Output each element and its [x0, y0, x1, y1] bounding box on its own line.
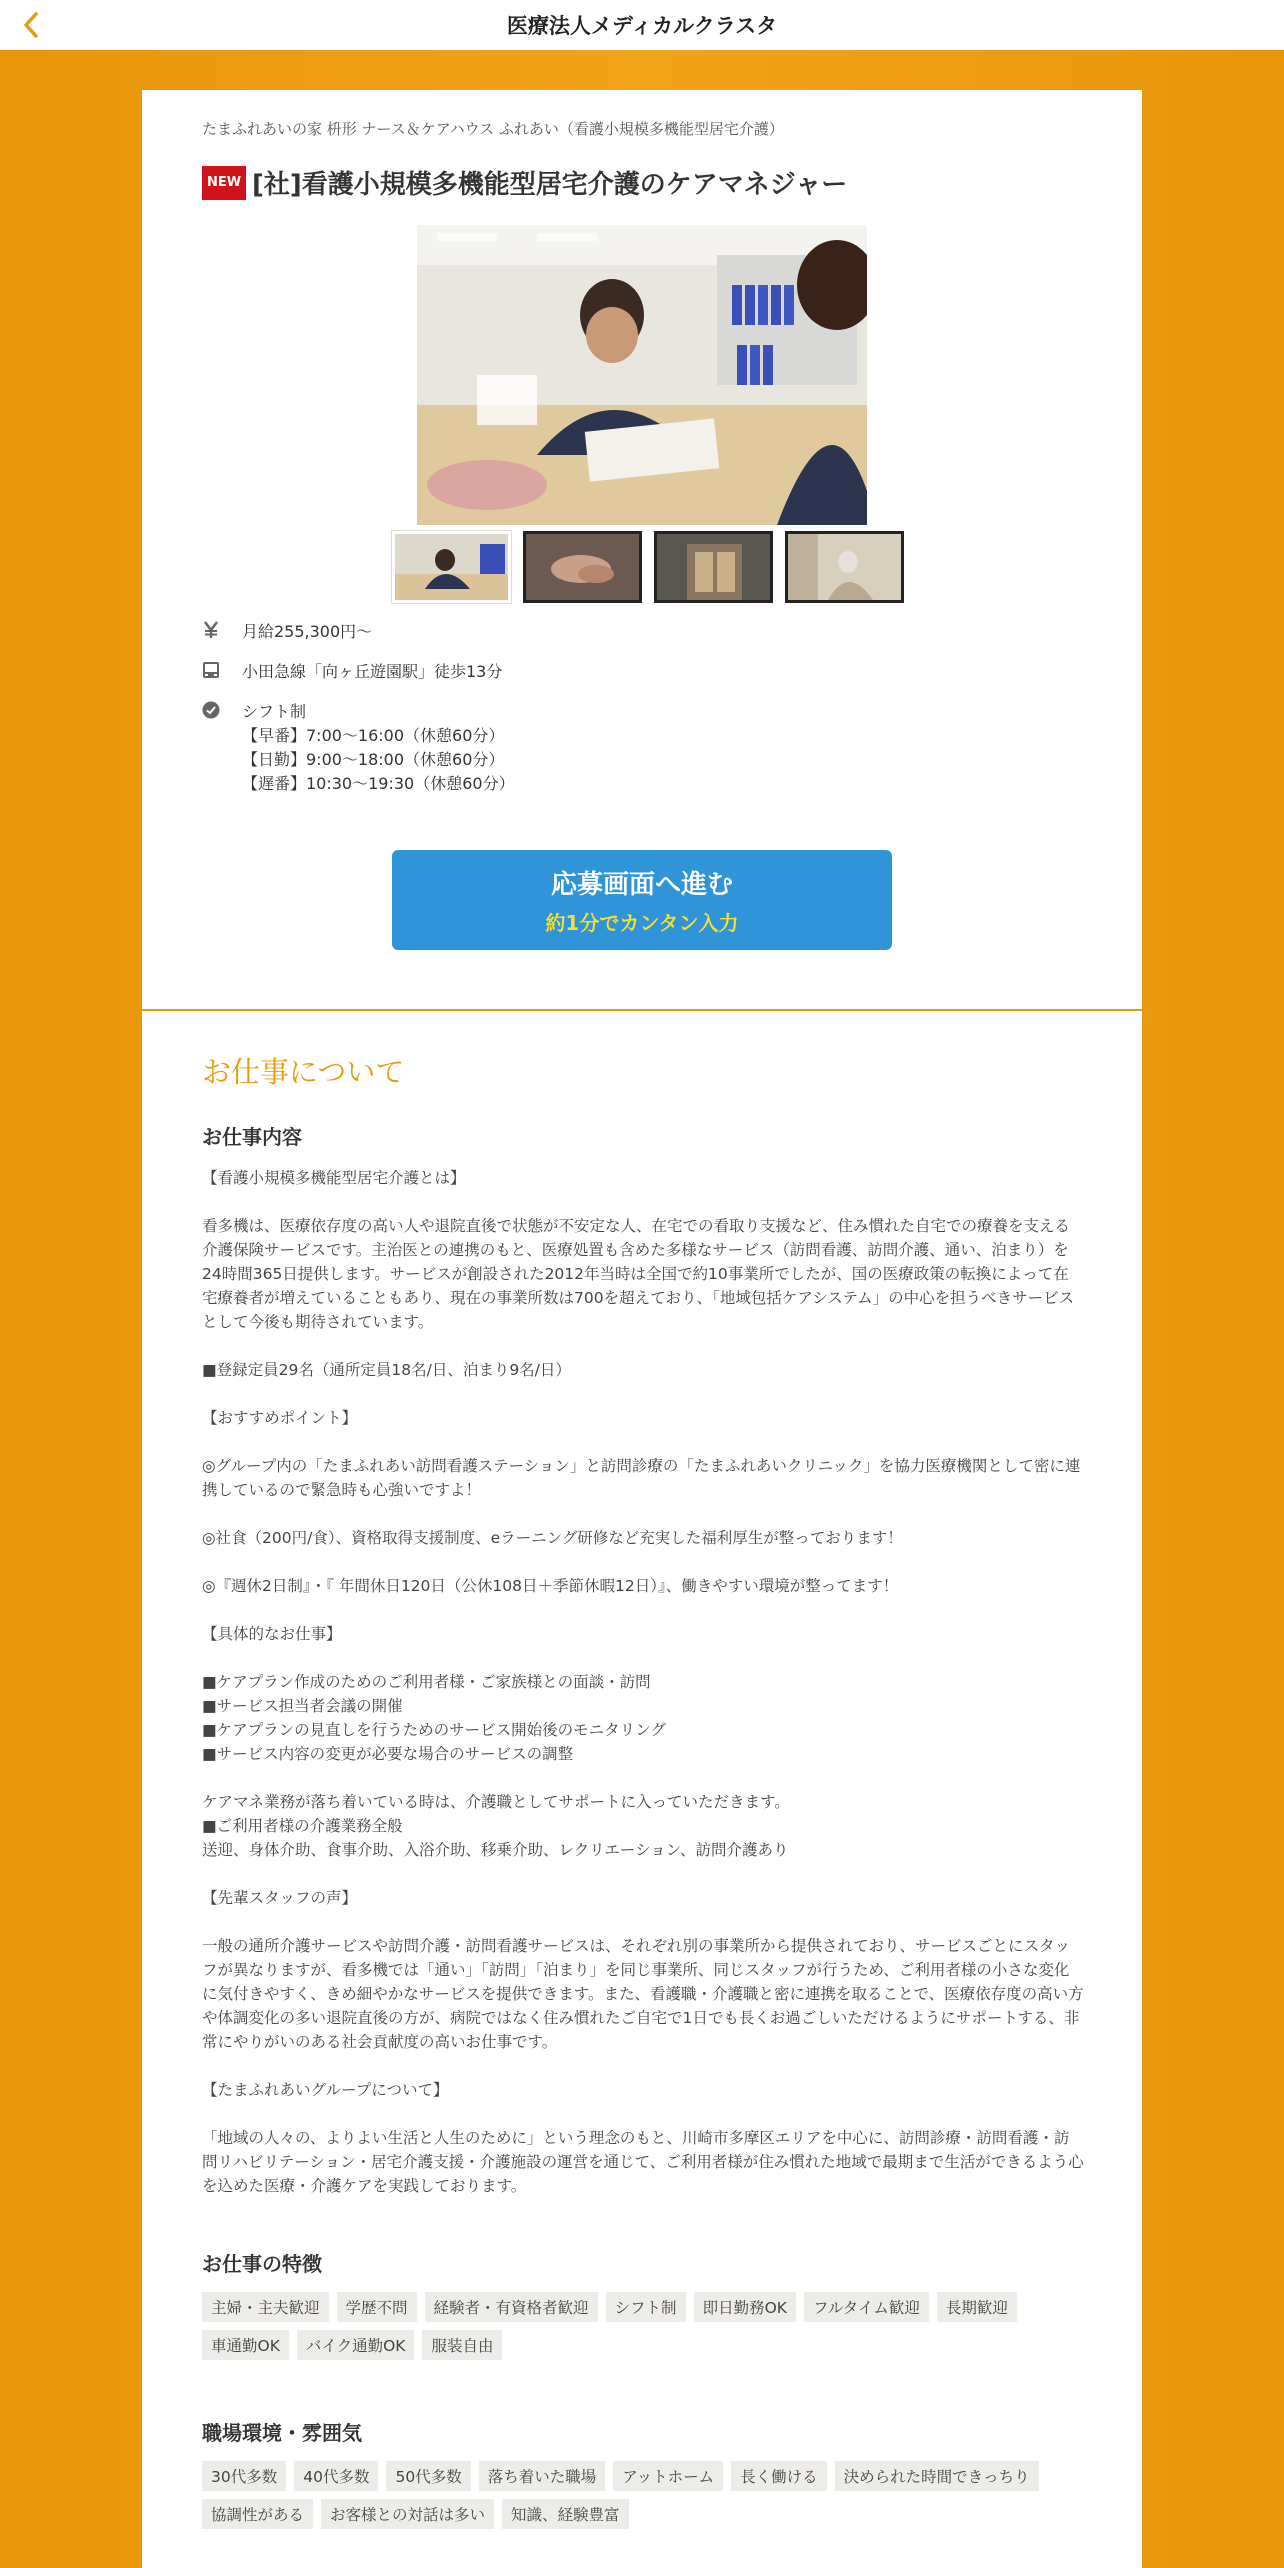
section-divider [142, 1009, 1142, 1011]
about-section-title: お仕事について [202, 1055, 405, 1089]
tag: 経験者・有資格者歓迎 [425, 2292, 598, 2322]
thumbnail-2[interactable] [523, 531, 642, 603]
shift-early: 【早番】7:00～16:00（休憩60分） [242, 726, 505, 745]
tag: 長く働ける [731, 2461, 827, 2491]
description-line: ■登録定員29名（通所定員18名/日、泊まり9名/日） [202, 1361, 571, 1379]
description-line: ■サービス担当者会議の開催 [202, 1697, 403, 1715]
description-line: ◎社食（200円/食）、資格取得支援制度、eラーニング研修など充実した福利厚生が整っております！ [202, 1529, 903, 1547]
job-summary [202, 620, 1082, 812]
description-line [202, 1502, 1084, 1526]
tag: アットホーム [613, 2461, 723, 2491]
description-line: 「地域の人々の、よりよい生活と人生のために」という理念のもと、川崎市多摩区エリアを中心に、訪問診療・訪問看護・訪問リハビリテーション・居宅介護支援・介護施設の運営を通じて、ご利用者様が住み慣れた地域で最期まで生活ができるよう心を込めた医療・介護ケアを実践しております。 [202, 2129, 1084, 2195]
description-line: 【先輩スタッフの声】 [202, 1889, 358, 1907]
job-content-heading: お仕事内容 [202, 1125, 302, 1149]
facility-name: たまふれあいの家 枡形 ナース＆ケアハウス ふれあい（看護小規模多機能型居宅介護） [202, 120, 784, 138]
description-line: 一般の通所介護サービスや訪問介護・訪問看護サービスは、それぞれ別の事業所から提供されており、サービスごとにスタッフが異なりますが、看多機では「通い」「訪問」「泊まり」を同じ事業所、同じスタッフが行うため、ご利用者様の小さな変化に気付きやすく、きめ細やかなサービスを提供できます。また、看護職・介護職と密に連携を取ることで、医療依存度の高い方や体調変化の多い退院直後の方が、病院ではなく住み慣れたご自宅で1日でも長くお過ごしいただけるようにサポートする、非常にやりがいのある社会貢献度の高いお仕事です。 [202, 1937, 1084, 2051]
shift-day: 【日勤】9:00～18:00（休憩60分） [242, 750, 505, 769]
tag: 学歴不問 [337, 2292, 417, 2322]
tag: お客様との対話は多い [321, 2499, 494, 2529]
tag: 50代多数 [386, 2461, 470, 2491]
environment-tags [202, 2461, 1082, 2529]
description-line [202, 1430, 1084, 1454]
apply-button-label: 応募画面へ進む [550, 870, 733, 900]
tag: 即日勤務OK [694, 2292, 796, 2322]
description-line: ■サービス内容の変更が必要な場合のサービスの調整 [202, 1745, 574, 1763]
thumbnail-1[interactable] [392, 531, 511, 603]
tag: 長期歓迎 [937, 2292, 1017, 2322]
tag: バイク通勤OK [297, 2330, 415, 2360]
tag: 車通勤OK [202, 2330, 289, 2360]
tag: 協調性がある [202, 2499, 313, 2529]
description-line [202, 1910, 1084, 1934]
description-line: ◎『週休2日制』・『 年間休日120日（公休108日＋季節休暇12日）』、働きやすい環境が整ってます！ [202, 1577, 899, 1595]
job-title: [社]看護小規模多機能型居宅介護のケアマネジャー [252, 170, 848, 200]
features-heading: お仕事の特徴 [202, 2252, 322, 2276]
train-icon [202, 661, 220, 679]
description-line [202, 2102, 1084, 2126]
apply-button-sublabel: 約1分でカンタン入力 [545, 911, 739, 935]
description-line [202, 2054, 1084, 2078]
shift-late: 【遅番】10:30～19:30（休憩60分） [242, 774, 515, 793]
description-line [202, 1598, 1084, 1622]
description-line [202, 1862, 1084, 1886]
top-bar [0, 0, 1284, 50]
tag: 知識、経験豊富 [502, 2499, 629, 2529]
description-line [202, 1646, 1084, 1670]
apply-button[interactable] [392, 850, 892, 950]
tag: 決められた時間できっちり [835, 2461, 1039, 2491]
shift-row [202, 700, 1082, 796]
description-line: 【具体的なお仕事】 [202, 1625, 342, 1643]
tag: シフト制 [606, 2292, 686, 2322]
description-line [202, 1766, 1084, 1790]
description-line: ■ご利用者様の介護業務全般 [202, 1817, 403, 1835]
environment-heading: 職場環境・雰囲気 [202, 2421, 362, 2445]
chevron-left-icon [21, 11, 41, 39]
job-title-row [202, 164, 847, 201]
job-card [142, 90, 1142, 2568]
description-line: ■ケアプラン作成のためのご利用者様・ご家族様との面談・訪問 [202, 1673, 651, 1691]
description-line: 【看護小規模多機能型居宅介護とは】 [202, 1169, 466, 1187]
photo-thumbnails [392, 531, 904, 603]
clock-icon [202, 701, 220, 719]
thumbnail-4[interactable] [785, 531, 904, 603]
tag: 主婦・主夫歓迎 [202, 2292, 329, 2322]
page-title: 医療法人メディカルクラスタ [506, 14, 778, 38]
description-line: ケアマネ業務が落ち着いている時は、介護職としてサポートに入っていただきます。 [202, 1793, 790, 1811]
job-description [202, 1166, 1084, 2198]
salary-row [202, 620, 1082, 644]
shift-label: シフト制 [242, 702, 307, 721]
new-badge: NEW [202, 166, 246, 200]
tag: 40代多数 [294, 2461, 378, 2491]
description-line [202, 1334, 1084, 1358]
description-line [202, 1382, 1084, 1406]
description-line: 【おすすめポイント】 [202, 1409, 358, 1427]
tag: 落ち着いた職場 [479, 2461, 606, 2491]
thumbnail-3[interactable] [654, 531, 773, 603]
description-line [202, 1550, 1084, 1574]
description-line: ■ケアプランの見直しを行うためのサービス開始後のモニタリング [202, 1721, 666, 1739]
tag: 服装自由 [422, 2330, 502, 2360]
salary-text: 月給255,300円〜 [242, 622, 373, 641]
description-line: 看多機は、医療依存度の高い人や退院直後で状態が不安定な人、在宅での看取り支援など、住み慣れた自宅での療養を支える介護保険サービスです。主治医との連携のもと、医療処置も含めた多様なサービス（訪問看護、訪問介護、通い、泊まり）を24時間365日提供します。サービスが創設された2012年当時は全国で約10事業所でしたが、国の医療政策の転換によって在宅療養者が増えていることもあり、現在の事業所数は700を超えており、「地域包括ケアシステム」の中心を担うべきサービスとして今後も期待されています。 [202, 1217, 1075, 1331]
access-row [202, 660, 1082, 684]
description-line: ◎グループ内の「たまふれあい訪問看護ステーション」と訪問診療の「たまふれあいクリニック」を協力医療機関として密に連携しているので緊急時も心強いですよ！ [202, 1457, 1081, 1499]
description-line: 【たまふれあいグループについて】 [202, 2081, 449, 2099]
tag: 30代多数 [202, 2461, 286, 2491]
access-text: 小田急線「向ヶ丘遊園駅」徒歩13分 [242, 662, 503, 681]
back-button[interactable] [14, 8, 48, 42]
features-tags [202, 2292, 1082, 2360]
description-line [202, 1190, 1084, 1214]
main-photo [417, 225, 867, 525]
yen-icon [202, 621, 220, 639]
tag: フルタイム歓迎 [804, 2292, 929, 2322]
description-line: 送迎、身体介助、食事介助、入浴介助、移乗介助、レクリエーション、訪問介護あり [202, 1841, 789, 1859]
